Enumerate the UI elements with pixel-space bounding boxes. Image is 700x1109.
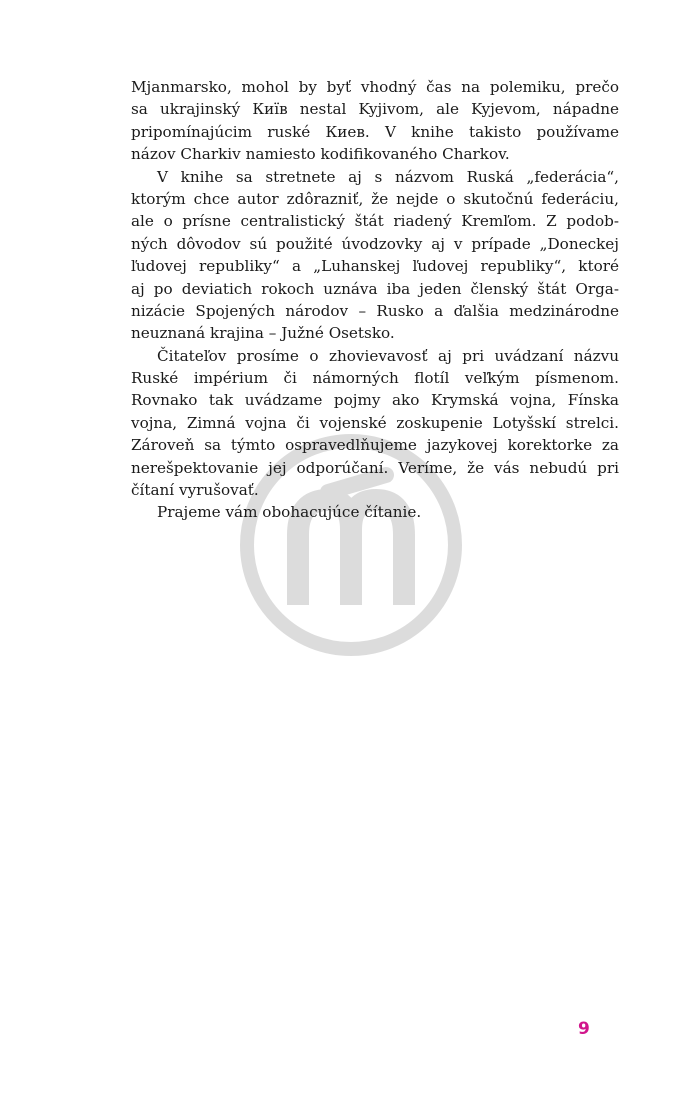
text-line: ktorým chce autor zdôrazniť, že nejde o skutočnú federáciu, <box>131 189 619 208</box>
paragraph-4 <box>131 501 619 523</box>
text-line: V knihe sa stretnete aj s názvom Ruská „federácia“, <box>157 167 619 186</box>
paragraph-1 <box>131 76 619 166</box>
text-line: nizácie Spojených národov – Rusko a ďalšia medzinárodne <box>131 301 619 320</box>
text-line: Mjanmarsko, mohol by byť vhodný čas na polemiku, prečo <box>131 78 619 96</box>
text-line: vojna, Zimná vojna či vojenské zoskupenie Lotyšskí strelci. <box>131 413 619 432</box>
text-line: Rovnako tak uvádzame pojmy ako Krymská vojna, Fínska <box>131 391 619 410</box>
text-line: ľudovej republiky“ a „Luhanskej ľudovej republiky“, ktoré <box>131 257 619 276</box>
text-line: sa ukrajinský Київ nestal Kyjivom, ale Kyjevom, nápadne <box>131 100 619 119</box>
text-line: neuznaná krajina – Južné Osetsko. <box>131 324 395 343</box>
paragraph-2 <box>131 166 619 345</box>
text-line: ných dôvodov sú použité úvodzovky aj v prípade „Doneckej <box>131 234 619 253</box>
body-text <box>131 76 619 524</box>
text-line: Čitateľov prosíme o zhovievavosť aj pri uvádzaní názvu <box>157 346 619 365</box>
paragraph-3 <box>131 345 619 502</box>
page-number: 9 <box>578 1019 590 1039</box>
text-line: nerešpektovanie jej odporúčaní. Veríme, že vás nebudú pri <box>131 458 619 477</box>
text-line: Zároveň sa týmto ospravedlňujeme jazykovej korektorke za <box>131 436 619 455</box>
text-line: Prajeme vám obohacujúce čítanie. <box>157 503 422 522</box>
text-line: aj po deviatich rokoch uznáva iba jeden členský štát Orga- <box>131 279 619 298</box>
text-line: Ruské impérium či námorných flotíl veľkým písmenom. <box>131 369 619 388</box>
text-line: názov Charkiv namiesto kodifikovaného Charkov. <box>131 145 510 164</box>
text-line: pripomínajúcim ruské Киев. V knihe takisto používame <box>131 122 619 141</box>
text-line: ale o prísne centralistický štát riadený Kremľom. Z podob- <box>131 212 619 231</box>
text-line: čítaní vyrušovať. <box>131 481 259 500</box>
